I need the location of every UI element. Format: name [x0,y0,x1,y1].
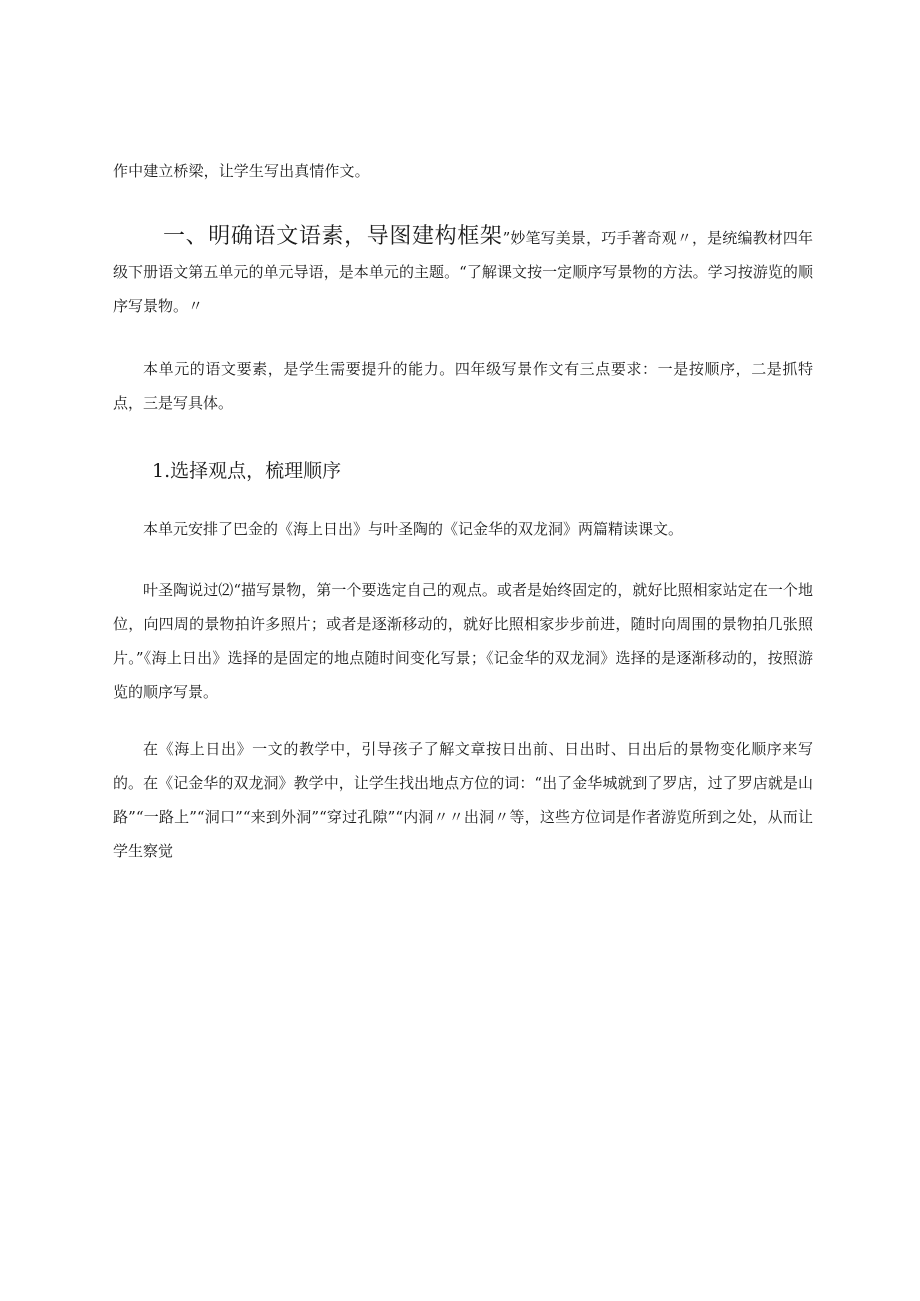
paragraph-teaching: 在《海上日出》一文的教学中，引导孩子了解文章按日出前、日出时、日出后的景物变化顺序来写的。在《记金华的双龙洞》教学中，让学生找出地点方位的词：“出了金华城就到了罗店，过了罗店就是山路”“一路上”“洞口”“来到外洞”“穿过孔隙”“内洞〃〃出洞〃等，这些方位词是作者游览所到之处，从而让学生察觉 [113,740,813,860]
paragraph-texts: 本单元安排了巴金的《海上日出》与叶圣陶的《记金华的双龙洞》两篇精读课文。 [143,520,684,538]
section-1-paragraph: ”妙笔写美景，巧手著奇观〃，是统编教材四年级下册语文第五单元的单元导语，是本单元的主题。“了解课文按一定顺序写景物的方法。学习按游览的顺序写景物。〃 [113,229,813,315]
paragraph-language-elements: 本单元的语文要素，是学生需要提升的能力。四年级写景作文有三点要求：一是按顺序，二是抓特点，三是写具体。 [113,360,813,412]
subsection-1-heading: 1.选择观点，梳理顺序 [152,460,342,482]
section-1-heading: 一、明确语文语素，导图建构框架 [163,224,503,249]
section-1 [113,220,813,323]
intro-line: 作中建立桥梁，让学生写出真情作文。 [113,162,370,180]
paragraph-quote: 叶圣陶说过⑵“描写景物，第一个要选定自己的观点。或者是始终固定的，就好比照相家站定在一个地位，向四周的景物拍许多照片；或者是逐渐移动的，就好比照相家步步前进，随时向周围的景物拍几张照片。”《海上日出》选择的是固定的地点随时间变化写景；《记金华的双龙洞》选择的是逐渐移动的，按照游览的顺序写景。 [113,581,813,701]
